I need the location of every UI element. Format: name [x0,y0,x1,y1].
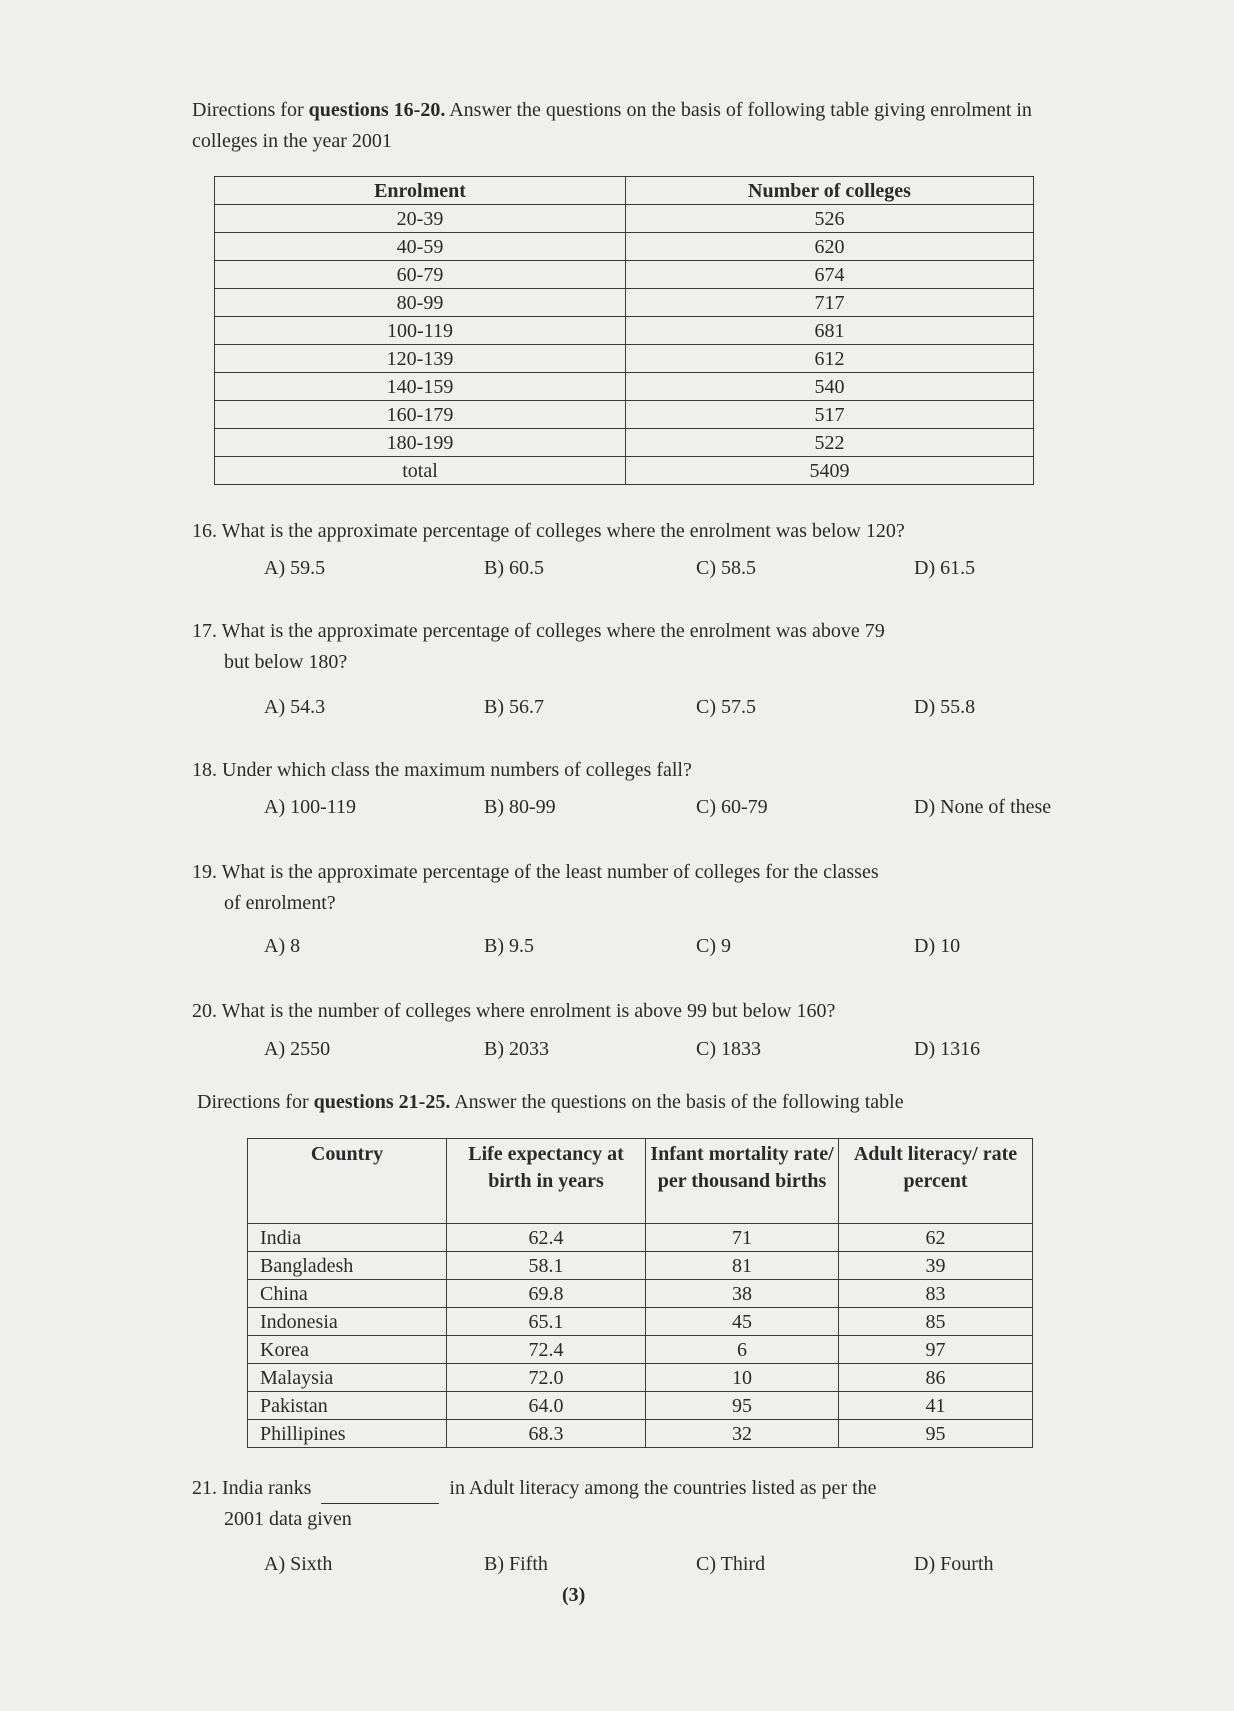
question-text-continued: in Adult literacy among the countries listed as per the [449,1477,877,1499]
table-row-total [215,457,1034,485]
question-18 [192,755,692,786]
directions-rest: Answer the questions on the basis of the following table [450,1091,904,1113]
table-row [248,1392,1033,1420]
question-17-options [264,696,1164,726]
colleges-cell: 681 [626,317,1034,345]
infant-mortality-cell: 95 [646,1392,839,1420]
country-cell: Bangladesh [248,1252,447,1280]
enrolment-cell: 120-139 [215,345,626,373]
enrolment-cell: 180-199 [215,429,626,457]
option-c: C) 9 [696,935,731,957]
question-16 [192,516,905,547]
option-b: B) 2033 [484,1038,549,1060]
country-cell: Malaysia [248,1364,447,1392]
colleges-cell: 674 [626,261,1034,289]
header-life-expectancy: Life expectancy at birth in years [447,1139,646,1224]
colleges-cell: 517 [626,401,1034,429]
enrolment-cell: 60-79 [215,261,626,289]
directions-prefix: Directions for [192,99,309,121]
directions-21-25 [197,1087,1077,1118]
country-cell: India [248,1224,447,1252]
option-d: D) 10 [914,935,961,957]
table-row [248,1224,1033,1252]
enrolment-cell: 100-119 [215,317,626,345]
colleges-cell: 522 [626,429,1034,457]
option-b: B) 9.5 [484,935,534,957]
option-b: B) 56.7 [484,696,544,718]
table-row [215,205,1034,233]
question-text-line2: but below 180? [224,651,348,673]
directions-prefix: Directions for [197,1091,314,1113]
question-text-line2: of enrolment? [224,892,336,914]
adult-literacy-cell: 41 [839,1392,1033,1420]
life-expectancy-cell: 62.4 [447,1224,646,1252]
directions-16-20 [192,95,1042,157]
country-cell: Pakistan [248,1392,447,1420]
option-a: A) Sixth [264,1553,333,1575]
table-row [215,317,1034,345]
adult-literacy-cell: 95 [839,1420,1033,1448]
question-21 [192,1473,1032,1535]
enrolment-cell: 40-59 [215,233,626,261]
life-expectancy-cell: 68.3 [447,1420,646,1448]
enrolment-cell: 20-39 [215,205,626,233]
option-a: A) 8 [264,935,301,957]
life-expectancy-cell: 69.8 [447,1280,646,1308]
page-number: (3) [562,1584,586,1606]
table-row [248,1364,1033,1392]
question-21-line1 [192,1473,1032,1504]
colleges-cell: 620 [626,233,1034,261]
table-row [215,373,1034,401]
enrolment-cell: total [215,457,626,485]
option-b: B) 60.5 [484,557,544,579]
question-20 [192,996,835,1027]
colleges-cell: 526 [626,205,1034,233]
country-cell: China [248,1280,447,1308]
colleges-cell: 540 [626,373,1034,401]
directions-bold: questions 21-25. [313,1091,451,1113]
adult-literacy-cell: 62 [839,1224,1033,1252]
question-text: 18. Under which class the maximum numbers of colleges fall? [192,759,692,781]
question-text-line2: 2001 data given [224,1508,352,1530]
header-country: Country [248,1139,447,1224]
option-d: D) 55.8 [914,696,976,718]
table-row [248,1252,1033,1280]
infant-mortality-cell: 38 [646,1280,839,1308]
directions-rest: Answer the questions on the basis of following table giving enrolment in colleges in the year 2001 [192,99,1032,152]
answer-blank [321,1483,439,1504]
infant-mortality-cell: 6 [646,1336,839,1364]
table-row [215,261,1034,289]
colleges-cell: 717 [626,289,1034,317]
country-cell: Indonesia [248,1308,447,1336]
header-adult-literacy: Adult literacy/ rate percent [839,1139,1033,1224]
option-c: C) Third [696,1553,766,1575]
question-19-options [264,935,1164,965]
table-header-row [248,1139,1033,1224]
option-c: C) 60-79 [696,796,768,818]
table-row [215,429,1034,457]
life-expectancy-cell: 72.4 [447,1336,646,1364]
header-infant-mortality: Infant mortality rate/ per thousand births [646,1139,839,1224]
table-row [215,401,1034,429]
option-b: B) Fifth [484,1553,548,1575]
enrolment-cell: 160-179 [215,401,626,429]
question-19 [192,857,879,919]
enrolment-table [214,176,1034,485]
infant-mortality-cell: 45 [646,1308,839,1336]
table-row [215,345,1034,373]
life-expectancy-cell: 58.1 [447,1252,646,1280]
adult-literacy-cell: 86 [839,1364,1033,1392]
table-row [248,1308,1033,1336]
life-expectancy-cell: 72.0 [447,1364,646,1392]
infant-mortality-cell: 81 [646,1252,839,1280]
option-a: A) 59.5 [264,557,326,579]
question-text: 17. What is the approximate percentage of colleges where the enrolment was above 79 [192,620,885,642]
colleges-cell: 5409 [626,457,1034,485]
question-text: 19. What is the approximate percentage of the least number of colleges for the classes [192,861,879,883]
question-text: 20. What is the number of colleges where enrolment is above 99 but below 160? [192,1000,836,1022]
country-table [247,1138,1033,1448]
country-cell: Korea [248,1336,447,1364]
adult-literacy-cell: 83 [839,1280,1033,1308]
country-cell: Phillipines [248,1420,447,1448]
adult-literacy-cell: 97 [839,1336,1033,1364]
question-18-options [264,796,1164,826]
option-b: B) 80-99 [484,796,556,818]
life-expectancy-cell: 65.1 [447,1308,646,1336]
life-expectancy-cell: 64.0 [447,1392,646,1420]
question-text: 16. What is the approximate percentage of colleges where the enrolment was below 120? [192,520,905,542]
table-header-row [215,177,1034,205]
enrolment-cell: 140-159 [215,373,626,401]
header-number-of-colleges: Number of colleges [626,177,1034,205]
option-a: A) 2550 [264,1038,331,1060]
option-d: D) None of these [914,796,1052,818]
option-c: C) 58.5 [696,557,756,579]
table-row [215,289,1034,317]
question-17 [192,616,885,678]
infant-mortality-cell: 32 [646,1420,839,1448]
infant-mortality-cell: 10 [646,1364,839,1392]
enrolment-cell: 80-99 [215,289,626,317]
question-20-options [264,1038,1164,1068]
option-a: A) 54.3 [264,696,326,718]
question-16-options [264,557,1164,587]
option-d: D) 61.5 [914,557,976,579]
infant-mortality-cell: 71 [646,1224,839,1252]
table-row [248,1280,1033,1308]
adult-literacy-cell: 39 [839,1252,1033,1280]
question-21-options [264,1553,1164,1583]
option-c: C) 57.5 [696,696,756,718]
colleges-cell: 612 [626,345,1034,373]
header-enrolment: Enrolment [215,177,626,205]
question-text: 21. India ranks [192,1477,312,1499]
adult-literacy-cell: 85 [839,1308,1033,1336]
option-d: D) Fourth [914,1553,994,1575]
table-row [248,1420,1033,1448]
option-c: C) 1833 [696,1038,761,1060]
directions-bold: questions 16-20. [308,99,446,121]
table-row [248,1336,1033,1364]
table-row [215,233,1034,261]
option-d: D) 1316 [914,1038,981,1060]
option-a: A) 100-119 [264,796,357,818]
